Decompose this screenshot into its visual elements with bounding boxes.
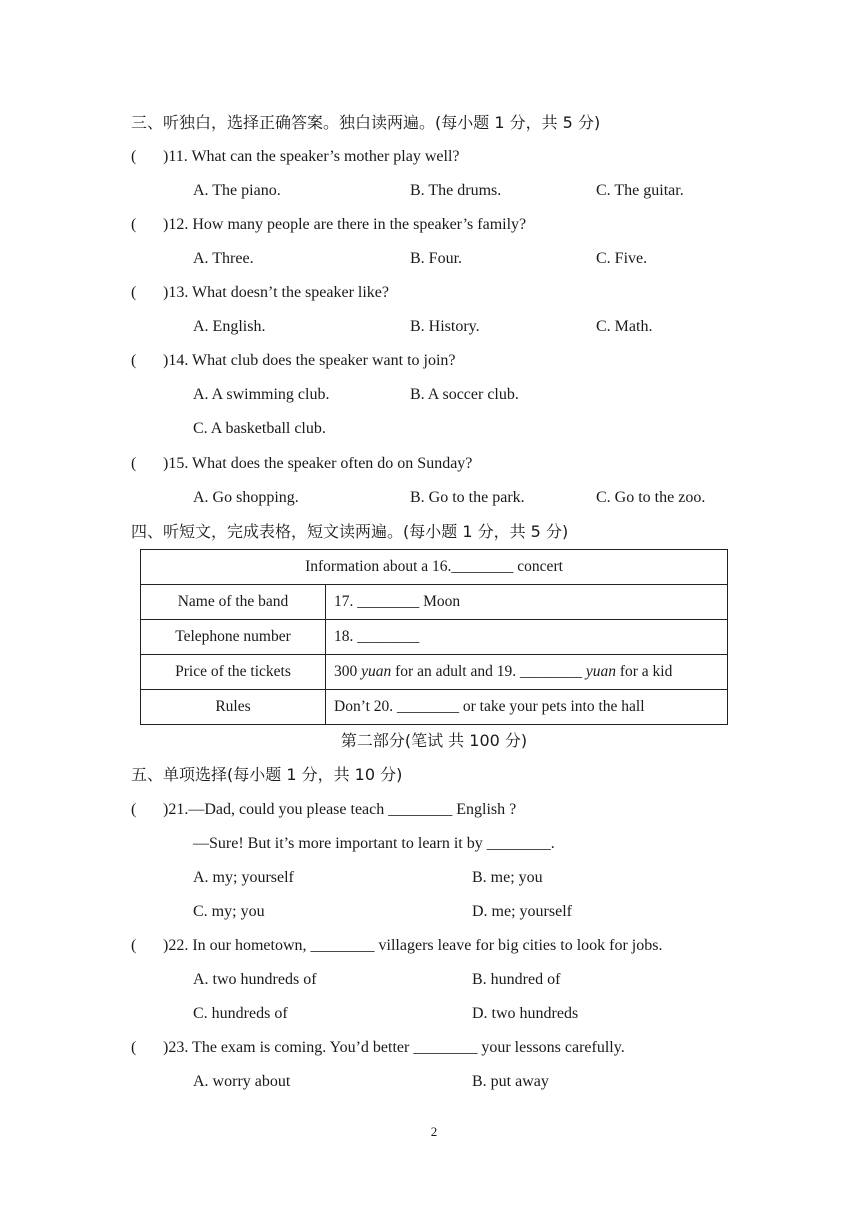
question-21-reply: —Sure! But it’s more important to learn it by ________. <box>193 835 555 852</box>
option-11-c: C. The guitar. <box>596 182 684 199</box>
option-23-b: B. put away <box>472 1073 549 1090</box>
info-table <box>140 549 728 725</box>
option-13-a: A. English. <box>193 318 266 335</box>
option-12-c: C. Five. <box>596 250 648 267</box>
question-23: )23. The exam is coming. You’d better ________ your lessons carefully. <box>163 1039 625 1056</box>
option-11-b: B. The drums. <box>410 182 502 199</box>
answer-paren: ( <box>131 937 137 954</box>
option-23-a: A. worry about <box>193 1073 291 1090</box>
table-row <box>141 585 728 620</box>
option-13-c: C. Math. <box>596 318 653 335</box>
question-21: )21.—Dad, could you please teach ________ English ? <box>163 801 517 818</box>
question-14: )14. What club does the speaker want to join? <box>163 352 456 369</box>
answer-paren: ( <box>131 216 137 233</box>
table-header-row <box>141 550 728 585</box>
table-value: 17. ________ Moon <box>326 585 728 620</box>
table-row <box>141 620 728 655</box>
part-2-title: 第二部分(笔试 共 100 分) <box>340 731 528 750</box>
option-11-a: A. The piano. <box>193 182 281 199</box>
option-22-a: A. two hundreds of <box>193 971 317 988</box>
table-label: Name of the band <box>141 585 326 620</box>
option-12-a: A. Three. <box>193 250 254 267</box>
question-22: )22. In our hometown, ________ villagers leave for big cities to look for jobs. <box>163 937 663 954</box>
table-label: Telephone number <box>141 620 326 655</box>
answer-paren: ( <box>131 455 137 472</box>
question-12: )12. How many people are there in the speaker’s family? <box>163 216 527 233</box>
section-5-title: 五、单项选择(每小题 1 分，共 10 分) <box>131 765 403 784</box>
table-value: Don’t 20. ________ or take your pets into the hall <box>326 690 728 725</box>
option-21-a: A. my; yourself <box>193 869 294 886</box>
section-3-title: 三、听独白，选择正确答案。独白读两遍。(每小题 1 分，共 5 分) <box>131 113 601 132</box>
table-header: Information about a 16.________ concert <box>141 550 728 585</box>
table-value: 300 yuan for an adult and 19. ________ yuan for a kid <box>326 655 728 690</box>
answer-paren: ( <box>131 1039 137 1056</box>
option-15-a: A. Go shopping. <box>193 489 299 506</box>
option-14-a: A. A swimming club. <box>193 386 330 403</box>
table-row <box>141 655 728 690</box>
option-21-b: B. me; you <box>472 869 543 886</box>
answer-paren: ( <box>131 284 137 301</box>
question-11: )11. What can the speaker’s mother play well? <box>163 148 460 165</box>
option-22-d: D. two hundreds <box>472 1005 579 1022</box>
table-value: 18. ________ <box>326 620 728 655</box>
answer-paren: ( <box>131 801 137 818</box>
option-14-b: B. A soccer club. <box>410 386 519 403</box>
section-4-title: 四、听短文，完成表格，短文读两遍。(每小题 1 分，共 5 分) <box>131 522 569 541</box>
option-21-d: D. me; yourself <box>472 903 572 920</box>
option-22-c: C. hundreds of <box>193 1005 288 1022</box>
table-label: Rules <box>141 690 326 725</box>
option-21-c: C. my; you <box>193 903 265 920</box>
option-15-c: C. Go to the zoo. <box>596 489 706 506</box>
option-13-b: B. History. <box>410 318 480 335</box>
table-row <box>141 690 728 725</box>
option-22-b: B. hundred of <box>472 971 561 988</box>
page-number: 2 <box>430 1124 438 1139</box>
answer-paren: ( <box>131 148 137 165</box>
option-15-b: B. Go to the park. <box>410 489 525 506</box>
option-12-b: B. Four. <box>410 250 463 267</box>
option-14-c: C. A basketball club. <box>193 420 326 437</box>
answer-paren: ( <box>131 352 137 369</box>
question-13: )13. What doesn’t the speaker like? <box>163 284 390 301</box>
table-label: Price of the tickets <box>141 655 326 690</box>
question-15: )15. What does the speaker often do on Sunday? <box>163 455 473 472</box>
